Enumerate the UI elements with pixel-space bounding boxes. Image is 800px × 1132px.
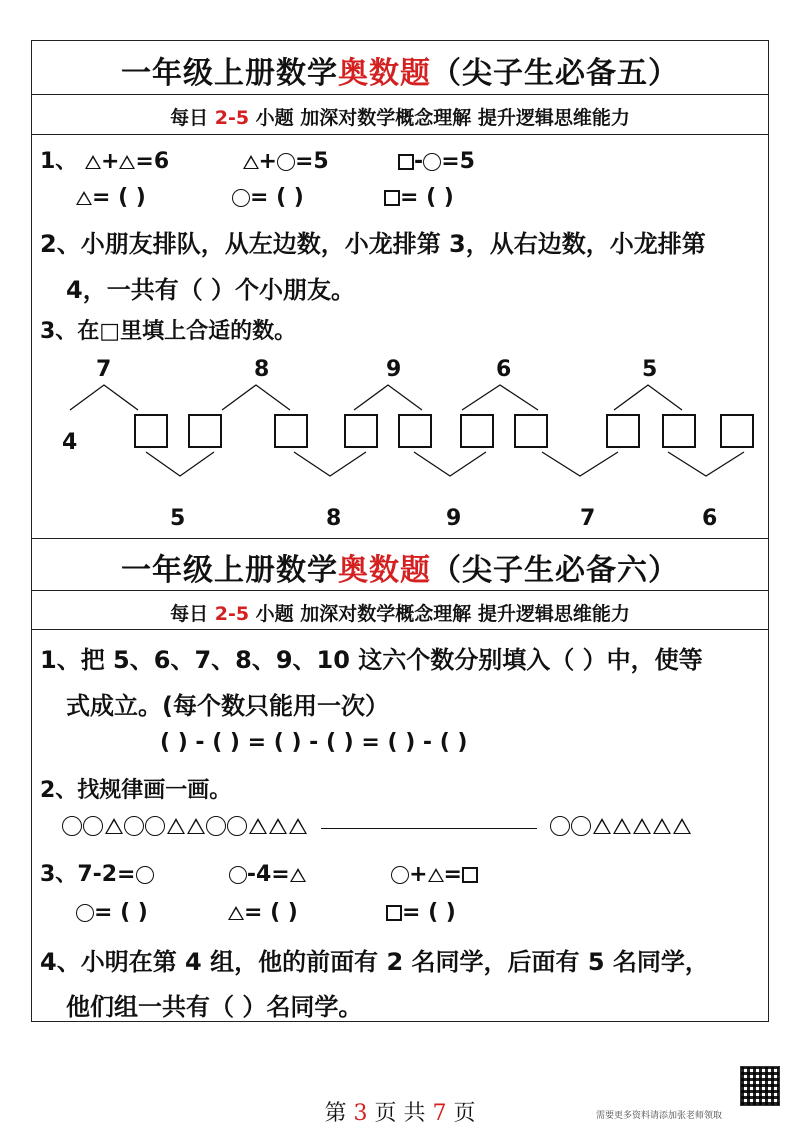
- chain-top-number: 6: [496, 357, 512, 382]
- triangle-icon: [249, 818, 267, 834]
- s2-q3-answer-circle: = ( ): [76, 900, 148, 925]
- triangle-icon: [593, 818, 611, 834]
- chain-bottom-number: 8: [326, 506, 342, 531]
- chain-bottom-number: 7: [580, 506, 596, 531]
- s2-q4-line1: 4、小明在第 4 组，他的前面有 2 名同学，后面有 5 名同学，: [40, 948, 709, 976]
- s2-q4-line2: 他们组一共有（ ）名同学。: [66, 993, 363, 1021]
- answer-box[interactable]: [514, 414, 548, 448]
- pattern-sequence: [62, 814, 692, 839]
- s2-q3-equations: 3、7-2= -4= + =: [40, 857, 478, 888]
- answer-box[interactable]: [398, 414, 432, 448]
- circle-icon: [62, 816, 82, 836]
- answer-box[interactable]: [720, 414, 754, 448]
- s1-q1-answer-square: = ( ): [384, 185, 454, 210]
- s2-q3-answer-square: = ( ): [386, 900, 456, 925]
- triangle-icon: [187, 818, 205, 834]
- chain-left-number: 4: [62, 430, 78, 455]
- chain-lines: [0, 0, 800, 540]
- qr-code-icon: [740, 1066, 780, 1106]
- triangle-icon: [613, 818, 631, 834]
- answer-box[interactable]: [188, 414, 222, 448]
- circle-icon: [227, 816, 247, 836]
- sheet1-title: 一年级上册数学奥数题（尖子生必备五）: [121, 56, 679, 91]
- triangle-icon: [269, 818, 287, 834]
- sheet2-title: 一年级上册数学奥数题（尖子生必备六）: [121, 553, 679, 588]
- triangle-icon: [105, 818, 123, 834]
- divider: [31, 538, 769, 539]
- circle-icon: [229, 866, 247, 884]
- circle-icon: [76, 904, 94, 922]
- answer-box[interactable]: [134, 414, 168, 448]
- chain-bottom-number: 9: [446, 506, 462, 531]
- triangle-icon: [289, 818, 307, 834]
- circle-icon: [83, 816, 103, 836]
- circle-icon: [550, 816, 570, 836]
- answer-box[interactable]: [460, 414, 494, 448]
- circle-icon: [124, 816, 144, 836]
- s2-q1-line1: 1、把 5、6、7、8、9、10 这六个数分别填入（ ）中，使等: [40, 646, 703, 674]
- chain-top-number: 8: [254, 357, 270, 382]
- s2-q2-line: 2、找规律画一画。: [40, 778, 232, 803]
- triangle-icon: [653, 818, 671, 834]
- answer-box[interactable]: [606, 414, 640, 448]
- answer-box[interactable]: [662, 414, 696, 448]
- circle-icon: [145, 816, 165, 836]
- divider: [31, 590, 769, 591]
- s2-q1-equation: ( ) - ( ) = ( ) - ( ) = ( ) - ( ): [160, 730, 468, 755]
- s1-q3-line: 3、在□里填上合适的数。: [40, 319, 297, 344]
- chain-top-number: 5: [642, 357, 658, 382]
- chain-bottom-number: 5: [170, 506, 186, 531]
- chain-top-number: 9: [386, 357, 402, 382]
- chain-bottom-number: 6: [702, 506, 718, 531]
- square-icon: [386, 905, 402, 921]
- triangle-icon: [673, 818, 691, 834]
- s2-q3-answer-triangle: = ( ): [228, 900, 298, 925]
- sheet2-subtitle: 每日 2-5 小题 加深对数学概念理解 提升逻辑思维能力: [170, 603, 630, 625]
- s1-q1-answer-circle: = ( ): [232, 185, 304, 210]
- s1-q2-line1: 2、小朋友排队，从左边数，小龙排第 3，从右边数，小龙排第: [40, 230, 706, 258]
- chain-top-number: 7: [96, 357, 112, 382]
- page-footer: 第 3 页 共 7 页: [324, 1101, 476, 1126]
- circle-icon: [206, 816, 226, 836]
- s1-q2-line2: 4，一共有（ ）个小朋友。: [66, 276, 356, 304]
- contact-note: 需要更多资料请添加张老师领取: [596, 1111, 723, 1121]
- triangle-icon: [633, 818, 651, 834]
- triangle-icon: [428, 868, 444, 882]
- triangle-icon: [167, 818, 185, 834]
- pattern-answer-blank[interactable]: [321, 826, 537, 829]
- answer-box[interactable]: [274, 414, 308, 448]
- circle-icon: [391, 866, 409, 884]
- circle-icon: [571, 816, 591, 836]
- triangle-icon: [290, 868, 306, 882]
- s1-q1-equations: 1、 + =6 + =5 - =5: [40, 149, 475, 174]
- circle-icon: [136, 866, 154, 884]
- s1-q1-answer-triangle: = ( ): [76, 185, 146, 210]
- triangle-icon: [228, 906, 244, 920]
- divider: [31, 629, 769, 630]
- square-icon: [462, 867, 478, 883]
- answer-box[interactable]: [344, 414, 378, 448]
- sheet1-subtitle: 每日 2-5 小题 加深对数学概念理解 提升逻辑思维能力: [170, 107, 630, 129]
- s2-q1-line2: 式成立。(每个数只能用一次）: [66, 692, 389, 720]
